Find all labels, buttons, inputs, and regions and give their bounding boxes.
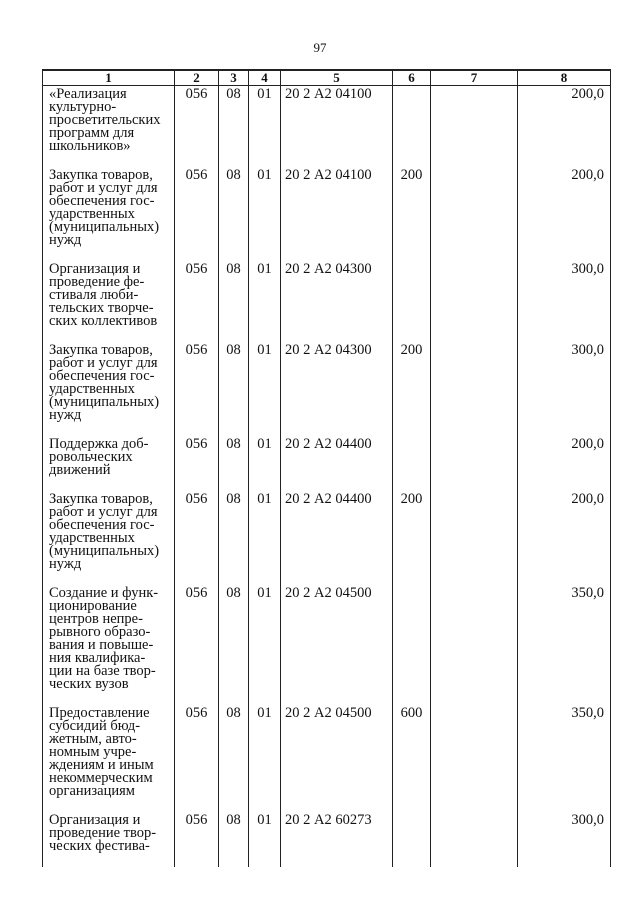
- budget-table: [42, 70, 611, 867]
- table-row: [43, 167, 611, 261]
- row-name-line: проведение фе-: [49, 274, 145, 290]
- row-name-line: Поддержка доб-: [49, 436, 149, 452]
- row-name-line: школьников»: [49, 138, 131, 154]
- section-code: 056: [175, 585, 219, 705]
- row-name-line: ровольческих: [49, 449, 133, 465]
- col-header-2: 2: [175, 71, 219, 86]
- row-name-line: некоммерческим: [49, 770, 153, 786]
- row-name-line: культурно-: [49, 99, 117, 115]
- target-article-code: 20 2 А2 04500: [281, 705, 393, 812]
- row-name-line: работ и услуг для: [49, 504, 158, 520]
- row-name-line: работ и услуг для: [49, 180, 158, 196]
- column-7-value: [431, 86, 518, 168]
- amount: 300,0: [518, 261, 611, 342]
- header-row: [43, 71, 611, 86]
- row-name-line: Организация и: [49, 812, 141, 828]
- column-7-value: [431, 491, 518, 585]
- section-code: 056: [175, 167, 219, 261]
- section-code: 056: [175, 86, 219, 168]
- chapter-code: 08: [219, 705, 249, 812]
- column-7-value: [431, 585, 518, 705]
- row-name-line: ударственных: [49, 381, 135, 397]
- row-name: [43, 705, 175, 812]
- col-header-1: 1: [43, 71, 175, 86]
- subsection-code: 01: [249, 436, 281, 491]
- row-name-line: вания и повыше-: [49, 637, 154, 653]
- row-name-line: номным учре-: [49, 744, 137, 760]
- row-name-line: нужд: [49, 556, 82, 572]
- table-row: [43, 436, 611, 491]
- column-7-value: [431, 812, 518, 867]
- chapter-code: 08: [219, 585, 249, 705]
- chapter-code: 08: [219, 261, 249, 342]
- row-name: [43, 342, 175, 436]
- column-7-value: [431, 705, 518, 812]
- subsection-code: 01: [249, 261, 281, 342]
- row-name: [43, 167, 175, 261]
- subsection-code: 01: [249, 585, 281, 705]
- target-article-code: 20 2 А2 04400: [281, 491, 393, 585]
- row-name-line: ции на базе твор-: [49, 663, 156, 679]
- subsection-code: 01: [249, 167, 281, 261]
- row-name-line: ударственных: [49, 530, 135, 546]
- expense-type-code: 200: [393, 342, 431, 436]
- chapter-code: 08: [219, 491, 249, 585]
- column-7-value: [431, 436, 518, 491]
- row-name: [43, 261, 175, 342]
- expense-type-code: [393, 436, 431, 491]
- row-name-line: (муниципальных): [49, 219, 160, 235]
- row-name-line: ционирование: [49, 598, 137, 614]
- row-name-line: обеспечения гос-: [49, 193, 155, 209]
- chapter-code: 08: [219, 436, 249, 491]
- target-article-code: 20 2 А2 04300: [281, 342, 393, 436]
- section-code: 056: [175, 491, 219, 585]
- row-name-line: центров непре-: [49, 611, 143, 627]
- subsection-code: 01: [249, 812, 281, 867]
- amount: 200,0: [518, 491, 611, 585]
- target-article-code: 20 2 А2 04400: [281, 436, 393, 491]
- column-7-value: [431, 167, 518, 261]
- section-code: 056: [175, 812, 219, 867]
- row-name-line: (муниципальных): [49, 394, 160, 410]
- target-article-code: 20 2 А2 04500: [281, 585, 393, 705]
- section-code: 056: [175, 705, 219, 812]
- row-name-line: рывного образо-: [49, 624, 151, 640]
- row-name-line: Создание и функ-: [49, 585, 159, 601]
- amount: 200,0: [518, 86, 611, 168]
- row-name: [43, 585, 175, 705]
- row-name-line: движений: [49, 462, 111, 478]
- expense-type-code: [393, 86, 431, 168]
- chapter-code: 08: [219, 86, 249, 168]
- row-name: [43, 86, 175, 168]
- column-7-value: [431, 342, 518, 436]
- amount: 350,0: [518, 585, 611, 705]
- col-header-8: 8: [518, 71, 611, 86]
- row-name-line: ских коллективов: [49, 313, 158, 329]
- row-name-line: субсидий бюд-: [49, 718, 141, 734]
- row-name-line: обеспечения гос-: [49, 517, 155, 533]
- table-row: [43, 86, 611, 168]
- subsection-code: 01: [249, 86, 281, 168]
- row-name-line: стиваля люби-: [49, 287, 139, 303]
- expense-type-code: [393, 261, 431, 342]
- row-name-line: проведение твор-: [49, 825, 157, 841]
- amount: 350,0: [518, 705, 611, 812]
- row-name-line: «Реализация: [49, 86, 127, 102]
- col-header-3: 3: [219, 71, 249, 86]
- table-row: [43, 705, 611, 812]
- row-name-line: Организация и: [49, 261, 141, 277]
- page-number: 97: [313, 40, 327, 55]
- row-name-line: нужд: [49, 232, 82, 248]
- row-name-line: ния квалифика-: [49, 650, 146, 666]
- row-name-line: программ для: [49, 125, 135, 141]
- expense-type-code: [393, 812, 431, 867]
- chapter-code: 08: [219, 167, 249, 261]
- row-name-line: (муниципальных): [49, 543, 160, 559]
- row-name-line: ждениям и иным: [49, 757, 154, 773]
- target-article-code: 20 2 А2 60273: [281, 812, 393, 867]
- row-name-line: ческих вузов: [49, 676, 129, 692]
- row-name-line: нужд: [49, 407, 82, 423]
- chapter-code: 08: [219, 342, 249, 436]
- row-name: [43, 812, 175, 867]
- amount: 200,0: [518, 436, 611, 491]
- subsection-code: 01: [249, 705, 281, 812]
- amount: 300,0: [518, 812, 611, 867]
- chapter-code: 08: [219, 812, 249, 867]
- target-article-code: 20 2 А2 04300: [281, 261, 393, 342]
- target-article-code: 20 2 А2 04100: [281, 86, 393, 168]
- col-header-7: 7: [431, 71, 518, 86]
- col-header-4: 4: [249, 71, 281, 86]
- amount: 200,0: [518, 167, 611, 261]
- row-name-line: просветительских: [49, 112, 161, 128]
- row-name-line: тельских творче-: [49, 300, 154, 316]
- column-7-value: [431, 261, 518, 342]
- row-name-line: жетным, авто-: [49, 731, 137, 747]
- target-article-code: 20 2 А2 04100: [281, 167, 393, 261]
- table-row: [43, 491, 611, 585]
- table-row: [43, 585, 611, 705]
- section-code: 056: [175, 342, 219, 436]
- expense-type-code: [393, 585, 431, 705]
- expense-type-code: 200: [393, 491, 431, 585]
- section-code: 056: [175, 436, 219, 491]
- table-row: [43, 342, 611, 436]
- subsection-code: 01: [249, 342, 281, 436]
- subsection-code: 01: [249, 491, 281, 585]
- row-name: [43, 491, 175, 585]
- row-name-line: работ и услуг для: [49, 355, 158, 371]
- expense-type-code: 600: [393, 705, 431, 812]
- row-name-line: Закупка товаров,: [49, 342, 153, 358]
- row-name-line: Предоставление: [49, 705, 150, 721]
- table-row: [43, 261, 611, 342]
- expense-type-code: 200: [393, 167, 431, 261]
- row-name-line: обеспечения гос-: [49, 368, 155, 384]
- amount: 300,0: [518, 342, 611, 436]
- table-row: [43, 812, 611, 867]
- row-name-line: ческих фестива-: [49, 838, 150, 854]
- row-name-line: ударственных: [49, 206, 135, 222]
- col-header-5: 5: [281, 71, 393, 86]
- row-name-line: организациям: [49, 783, 135, 799]
- col-header-6: 6: [393, 71, 431, 86]
- row-name-line: Закупка товаров,: [49, 491, 153, 507]
- row-name-line: Закупка товаров,: [49, 167, 153, 183]
- table-body: [43, 86, 611, 868]
- row-name: [43, 436, 175, 491]
- section-code: 056: [175, 261, 219, 342]
